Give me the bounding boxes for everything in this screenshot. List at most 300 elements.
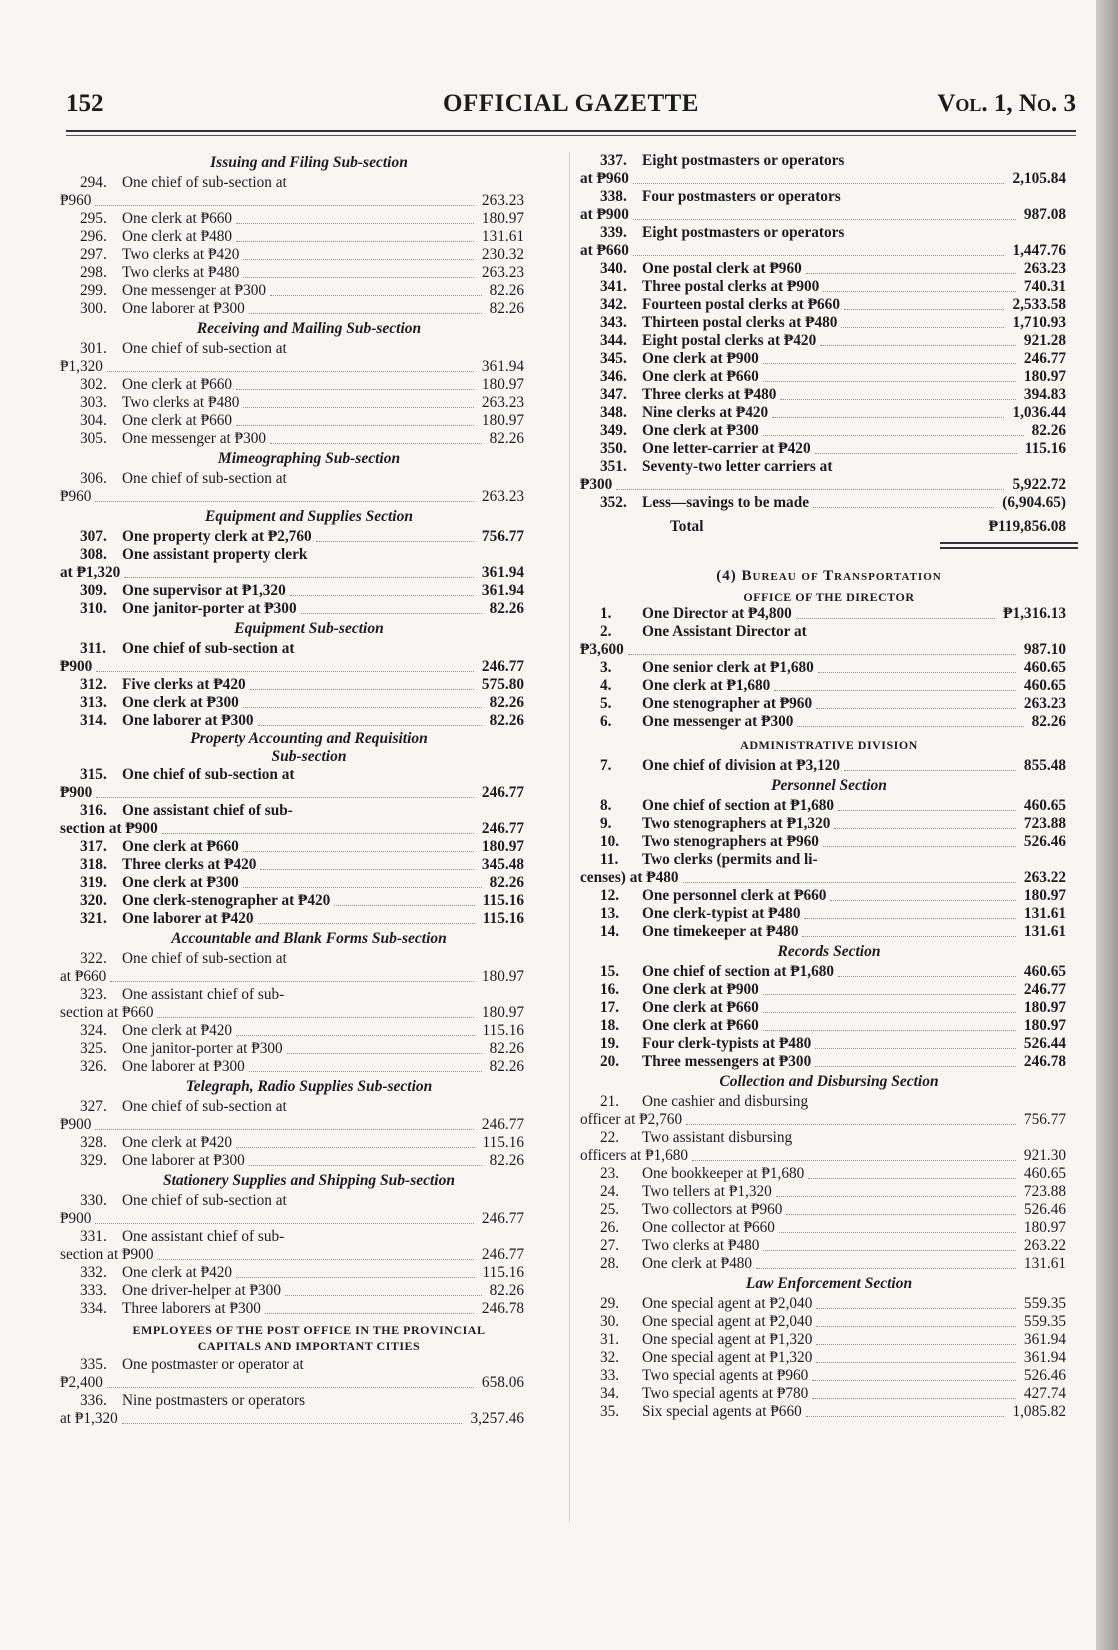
leader-dots — [270, 443, 482, 444]
item-description: One chief of sub-section at — [122, 950, 287, 967]
line-item — [60, 528, 558, 546]
leader-dots — [763, 994, 1016, 995]
leader-dots — [816, 1344, 1016, 1345]
line-item — [580, 757, 1078, 775]
line-item — [60, 640, 558, 676]
item-amount: 526.46 — [1023, 1201, 1066, 1218]
line-item — [60, 1098, 558, 1134]
item-amount: 180.97 — [481, 376, 524, 393]
item-description: Six special agents at ₱660 — [642, 1403, 802, 1420]
item-amount: 180.97 — [1023, 368, 1066, 385]
leader-dots — [780, 399, 1016, 400]
item-description: Five clerks at ₱420 — [122, 676, 246, 693]
item-amount: 246.77 — [1023, 981, 1066, 998]
line-item — [580, 1295, 1078, 1313]
item-amount: 921.30 — [1023, 1147, 1066, 1164]
item-number: 5. — [600, 695, 612, 712]
line-item — [580, 1053, 1078, 1071]
item-description-continued: censes) at ₱480 — [580, 869, 679, 886]
item-description: One property clerk at ₱2,760 — [122, 528, 312, 545]
line-item — [60, 1228, 558, 1264]
item-description: One laborer at ₱300 — [122, 712, 254, 729]
item-description: One special agent at ₱2,040 — [642, 1313, 813, 1330]
leader-dots — [122, 1423, 462, 1424]
line-item — [580, 1255, 1078, 1273]
leader-dots — [776, 1196, 1016, 1197]
item-description-continued: at ₱1,320 — [60, 564, 121, 581]
leader-dots — [815, 1048, 1016, 1049]
leader-dots — [815, 1066, 1016, 1067]
item-description: One letter-carrier at ₱420 — [642, 440, 811, 457]
line-item — [580, 386, 1078, 404]
item-number: 16. — [600, 981, 620, 998]
item-description: One clerk at ₱660 — [122, 838, 239, 855]
leader-dots — [243, 277, 474, 278]
item-amount: 2,533.58 — [1012, 296, 1066, 313]
item-amount: 246.78 — [1023, 1053, 1066, 1070]
item-amount: 559.35 — [1023, 1313, 1066, 1330]
section-heading: Law Enforcement Section — [745, 1275, 913, 1292]
section-heading: Accountable and Blank Forms Sub-section — [171, 930, 447, 947]
item-number: 17. — [600, 999, 620, 1016]
item-description: Two stenographers at ₱1,320 — [642, 815, 831, 832]
leader-dots — [236, 1147, 475, 1148]
left-column — [60, 152, 558, 1428]
item-description: Less—savings to be made — [642, 494, 810, 511]
line-item — [580, 332, 1078, 350]
item-description-continued: ₱900 — [60, 1210, 92, 1227]
leader-dots — [250, 689, 474, 690]
item-number: 350. — [600, 440, 627, 457]
line-item — [60, 300, 558, 318]
item-number: 3. — [600, 659, 612, 676]
item-number: 338. — [600, 188, 627, 205]
item-description: One clerk at ₱1,680 — [642, 677, 771, 694]
item-number: 22. — [600, 1129, 620, 1146]
item-number: 321. — [80, 910, 107, 927]
leader-dots — [692, 1160, 1016, 1161]
item-description: One chief of sub-section at — [122, 766, 295, 783]
item-description: One clerk-typist at ₱480 — [642, 905, 801, 922]
item-number: 19. — [600, 1035, 620, 1052]
item-description: Seventy-two letter carriers at — [642, 458, 833, 475]
leader-dots — [802, 936, 1016, 937]
item-number: 6. — [600, 713, 612, 730]
leader-dots — [258, 923, 475, 924]
item-description: Three messengers at ₱300 — [642, 1053, 812, 1070]
line-item — [60, 950, 558, 986]
section-heading — [60, 1322, 558, 1354]
item-number: 334. — [80, 1300, 107, 1317]
line-item — [580, 1093, 1078, 1129]
item-number: 308. — [80, 546, 107, 563]
item-description: One postmaster or operator at — [122, 1356, 304, 1373]
leader-dots — [249, 1071, 482, 1072]
item-amount: 361.94 — [1023, 1349, 1066, 1366]
item-number: 23. — [600, 1165, 620, 1182]
line-item — [580, 851, 1078, 887]
item-number: 300. — [80, 300, 107, 317]
item-amount: 82.26 — [489, 874, 524, 891]
leader-dots — [633, 219, 1016, 220]
line-item — [580, 494, 1078, 512]
item-description: One Assistant Director at — [642, 623, 807, 640]
item-number: 337. — [600, 152, 627, 169]
line-item — [580, 833, 1078, 851]
line-item — [60, 838, 558, 856]
item-amount: 723.88 — [1023, 1183, 1066, 1200]
item-description: One laborer at ₱300 — [122, 1058, 245, 1075]
leader-dots — [243, 707, 482, 708]
item-amount: 559.35 — [1023, 1295, 1066, 1312]
line-item — [60, 1356, 558, 1392]
item-number: 343. — [600, 314, 627, 331]
item-description: One clerk at ₱300 — [122, 874, 239, 891]
item-amount: 5,922.72 — [1012, 476, 1066, 493]
leader-dots — [270, 295, 482, 296]
item-number: 317. — [80, 838, 107, 855]
line-item — [580, 623, 1078, 659]
item-number: 323. — [80, 986, 107, 1003]
item-description: One stenographer at ₱960 — [642, 695, 813, 712]
item-description: Thirteen postal clerks at ₱480 — [642, 314, 838, 331]
line-item — [60, 246, 558, 264]
item-number: 30. — [600, 1313, 620, 1330]
item-description-continued: ₱960 — [60, 192, 92, 209]
item-amount: 3,257.46 — [470, 1410, 524, 1427]
leader-dots — [290, 595, 474, 596]
item-description-continued: officer at ₱2,760 — [580, 1111, 683, 1128]
item-number: 328. — [80, 1134, 107, 1151]
item-description: Two special agents at ₱960 — [642, 1367, 809, 1384]
item-description-continued: section at ₱900 — [60, 1246, 154, 1263]
item-number: 335. — [80, 1356, 107, 1373]
leader-dots — [763, 363, 1016, 364]
item-number: 26. — [600, 1219, 620, 1236]
leader-dots — [834, 828, 1016, 829]
line-item — [580, 923, 1078, 941]
item-number: 310. — [80, 600, 107, 617]
line-item — [60, 892, 558, 910]
leader-dots — [107, 371, 474, 372]
item-number: 14. — [600, 923, 620, 940]
leader-dots — [816, 1308, 1016, 1309]
line-item — [60, 1392, 558, 1428]
item-number: 15. — [600, 963, 620, 980]
item-description: One clerk at ₱660 — [122, 210, 233, 227]
item-description: One clerk at ₱660 — [642, 999, 759, 1016]
line-item — [60, 340, 558, 376]
item-description-continued: at ₱900 — [580, 206, 629, 223]
item-amount: 263.22 — [1023, 1237, 1066, 1254]
leader-dots — [95, 1223, 474, 1224]
item-amount: ₱1,316.13 — [1003, 605, 1066, 622]
line-item — [60, 1022, 558, 1040]
section-heading-line: Sub-section — [271, 748, 347, 765]
item-description: One cashier and disbursing — [642, 1093, 809, 1110]
item-description: Two clerks at ₱480 — [642, 1237, 760, 1254]
line-item — [60, 582, 558, 600]
line-item — [60, 986, 558, 1022]
line-item — [60, 1152, 558, 1170]
item-number: 298. — [80, 264, 107, 281]
leader-dots — [683, 882, 1016, 883]
item-amount: 460.65 — [1023, 963, 1066, 980]
item-number: 8. — [600, 797, 612, 814]
line-item — [580, 677, 1078, 695]
line-item — [580, 224, 1078, 260]
section-heading: Personnel Section — [771, 777, 887, 794]
item-description: One special agent at ₱2,040 — [642, 1295, 813, 1312]
item-description: One clerk at ₱900 — [642, 981, 759, 998]
item-description: One assistant chief of sub- — [122, 1228, 285, 1245]
leader-dots — [236, 1277, 475, 1278]
item-description-continued: ₱900 — [60, 658, 93, 675]
item-number: 305. — [80, 430, 107, 447]
leader-dots — [243, 851, 474, 852]
line-item — [60, 1058, 558, 1076]
item-description: Eight postmasters or operators — [642, 224, 845, 241]
item-amount: 82.26 — [489, 1058, 524, 1075]
item-description: Four clerk-typists at ₱480 — [642, 1035, 812, 1052]
item-number: 352. — [600, 494, 627, 511]
item-description: Eight postal clerks at ₱420 — [642, 332, 817, 349]
item-amount: 115.16 — [482, 1022, 524, 1039]
item-description: One clerk at ₱480 — [642, 1255, 753, 1272]
leader-dots — [236, 241, 474, 242]
line-item — [60, 856, 558, 874]
leader-dots — [806, 1416, 1004, 1417]
item-number: 316. — [80, 802, 107, 819]
header-rule — [66, 130, 1076, 132]
item-number: 347. — [600, 386, 627, 403]
line-item — [580, 981, 1078, 999]
item-amount: 263.23 — [481, 488, 524, 505]
item-number: 339. — [600, 224, 627, 241]
item-description: Two clerks at ₱480 — [122, 264, 240, 281]
item-description: One bookkeeper at ₱1,680 — [642, 1165, 805, 1182]
item-description: One chief of section at ₱1,680 — [642, 963, 835, 980]
item-description: Two clerks at ₱420 — [122, 246, 240, 263]
item-number: 296. — [80, 228, 107, 245]
line-item — [580, 887, 1078, 905]
leader-dots — [838, 810, 1016, 811]
item-description: Eight postmasters or operators — [642, 152, 845, 169]
leader-dots — [95, 205, 474, 206]
line-item — [580, 1367, 1078, 1385]
item-amount: 361.94 — [481, 358, 524, 375]
item-number: 311. — [80, 640, 106, 657]
item-number: 21. — [600, 1093, 620, 1110]
item-description: One clerk at ₱900 — [642, 350, 759, 367]
line-item — [60, 1264, 558, 1282]
item-number: 318. — [80, 856, 107, 873]
item-description: Two tellers at ₱1,320 — [642, 1183, 772, 1200]
line-item — [60, 412, 558, 430]
item-number: 31. — [600, 1331, 620, 1348]
line-item — [60, 694, 558, 712]
item-amount: 246.77 — [481, 1116, 524, 1133]
section-heading: Receiving and Mailing Sub-section — [196, 320, 422, 337]
item-number: 304. — [80, 412, 107, 429]
item-description-continued: ₱1,320 — [60, 358, 103, 375]
leader-dots — [95, 501, 474, 502]
leader-dots — [813, 507, 994, 508]
item-description: One chief of sub-section at — [122, 640, 295, 657]
item-amount: 263.23 — [1023, 695, 1066, 712]
item-amount: 1,085.82 — [1012, 1403, 1066, 1420]
item-number: 302. — [80, 376, 107, 393]
item-number: 325. — [80, 1040, 107, 1057]
line-item — [580, 1035, 1078, 1053]
item-description: One clerk at ₱420 — [122, 1022, 233, 1039]
item-number: 312. — [80, 676, 107, 693]
item-description: Two assistant disbursing — [642, 1129, 793, 1146]
item-description-continued: officers at ₱1,680 — [580, 1147, 689, 1164]
line-item — [60, 910, 558, 928]
item-number: 314. — [80, 712, 107, 729]
line-item — [580, 278, 1078, 296]
item-description: One clerk at ₱300 — [122, 694, 239, 711]
line-item — [60, 676, 558, 694]
leader-dots — [258, 725, 482, 726]
item-amount: 723.88 — [1023, 815, 1066, 832]
page-gutter-shadow — [1096, 0, 1118, 1650]
item-description-continued: ₱2,400 — [60, 1374, 103, 1391]
item-number: 18. — [600, 1017, 620, 1034]
item-description: One messenger at ₱300 — [122, 282, 267, 299]
line-item — [60, 430, 558, 448]
item-amount: 263.23 — [481, 192, 524, 209]
item-amount: 345.48 — [481, 856, 524, 873]
leader-dots — [779, 1232, 1016, 1233]
item-number: 7. — [600, 757, 612, 774]
item-description: One chief of sub-section at — [122, 340, 287, 357]
line-item — [580, 1165, 1078, 1183]
item-number: 25. — [600, 1201, 620, 1218]
item-description: Two clerks at ₱480 — [122, 394, 240, 411]
item-number: 319. — [80, 874, 107, 891]
item-description: One chief of sub-section at — [122, 1098, 287, 1115]
line-item — [580, 422, 1078, 440]
item-amount: 180.97 — [1023, 1219, 1066, 1236]
leader-dots — [287, 1053, 482, 1054]
leader-dots — [844, 770, 1016, 771]
leader-dots — [806, 273, 1016, 274]
item-number: 345. — [600, 350, 627, 367]
line-item — [580, 1237, 1078, 1255]
item-number: 348. — [600, 404, 627, 421]
item-number: 297. — [80, 246, 107, 263]
item-amount: 246.77 — [481, 1246, 524, 1263]
item-number: 299. — [80, 282, 107, 299]
item-number: 324. — [80, 1022, 107, 1039]
item-amount: 460.65 — [1023, 677, 1066, 694]
item-description-continued: section at ₱900 — [60, 820, 158, 837]
item-description: Fourteen postal clerks at ₱660 — [642, 296, 840, 313]
line-item — [580, 152, 1078, 188]
item-amount: 82.26 — [489, 430, 524, 447]
section-heading — [60, 730, 558, 766]
leader-dots — [260, 869, 474, 870]
item-amount: 263.23 — [1023, 260, 1066, 277]
line-item — [580, 1331, 1078, 1349]
item-number: 295. — [80, 210, 107, 227]
item-amount: 180.97 — [1023, 999, 1066, 1016]
leader-dots — [763, 435, 1024, 436]
item-amount: 82.26 — [489, 712, 524, 729]
line-item — [580, 797, 1078, 815]
leader-dots — [808, 1178, 1016, 1179]
item-amount: 131.61 — [1023, 905, 1066, 922]
leader-dots — [633, 183, 1004, 184]
line-item — [60, 874, 558, 892]
item-amount: 180.97 — [481, 838, 524, 855]
item-amount: 460.65 — [1023, 1165, 1066, 1182]
item-description-continued: ₱3,600 — [580, 641, 624, 658]
item-amount: 180.97 — [1023, 887, 1066, 904]
item-number: 349. — [600, 422, 627, 439]
line-item — [580, 404, 1078, 422]
item-amount: 82.26 — [1031, 422, 1066, 439]
line-item — [60, 600, 558, 618]
leader-dots — [830, 900, 1016, 901]
leader-dots — [157, 1259, 474, 1260]
item-amount: 361.94 — [481, 582, 524, 599]
item-description: One messenger at ₱300 — [122, 430, 267, 447]
item-amount: 740.31 — [1023, 278, 1066, 295]
item-description: One clerk at ₱420 — [122, 1134, 233, 1151]
item-number: 315. — [80, 766, 107, 783]
item-amount: 987.08 — [1023, 206, 1066, 223]
item-description-continued: at ₱660 — [580, 242, 629, 259]
leader-dots — [616, 489, 1004, 490]
line-item — [580, 1349, 1078, 1367]
section-heading-line: Property Accounting and Requisition — [190, 730, 428, 747]
item-description: One clerk at ₱300 — [642, 422, 759, 439]
right-column — [580, 152, 1078, 1421]
leader-dots — [95, 1129, 474, 1130]
item-number: 27. — [600, 1237, 620, 1254]
leader-dots — [243, 887, 482, 888]
line-item — [580, 963, 1078, 981]
item-number: 329. — [80, 1152, 107, 1169]
item-amount: 115.16 — [482, 892, 524, 909]
line-item — [60, 1192, 558, 1228]
item-amount: 82.26 — [1031, 713, 1066, 730]
line-item — [60, 766, 558, 802]
item-description: One clerk-stenographer at ₱420 — [122, 892, 331, 909]
line-item — [60, 470, 558, 506]
item-description: One clerk at ₱480 — [122, 228, 233, 245]
section-heading-line: CAPITALS AND IMPORTANT CITIES — [197, 1339, 421, 1353]
item-number: 341. — [600, 278, 627, 295]
line-item — [60, 1282, 558, 1300]
leader-dots — [110, 981, 474, 982]
line-item — [60, 802, 558, 838]
item-amount: 82.26 — [489, 600, 524, 617]
item-description-continued: at ₱1,320 — [60, 1410, 118, 1427]
item-number: 309. — [80, 582, 107, 599]
item-amount: 263.22 — [1023, 869, 1066, 886]
item-number: 327. — [80, 1098, 107, 1115]
leader-dots — [756, 1268, 1016, 1269]
item-amount: 575.80 — [481, 676, 524, 693]
item-amount: 756.77 — [1023, 1111, 1066, 1128]
leader-dots — [686, 1124, 1016, 1125]
line-item — [580, 605, 1078, 623]
leader-dots — [236, 389, 474, 390]
